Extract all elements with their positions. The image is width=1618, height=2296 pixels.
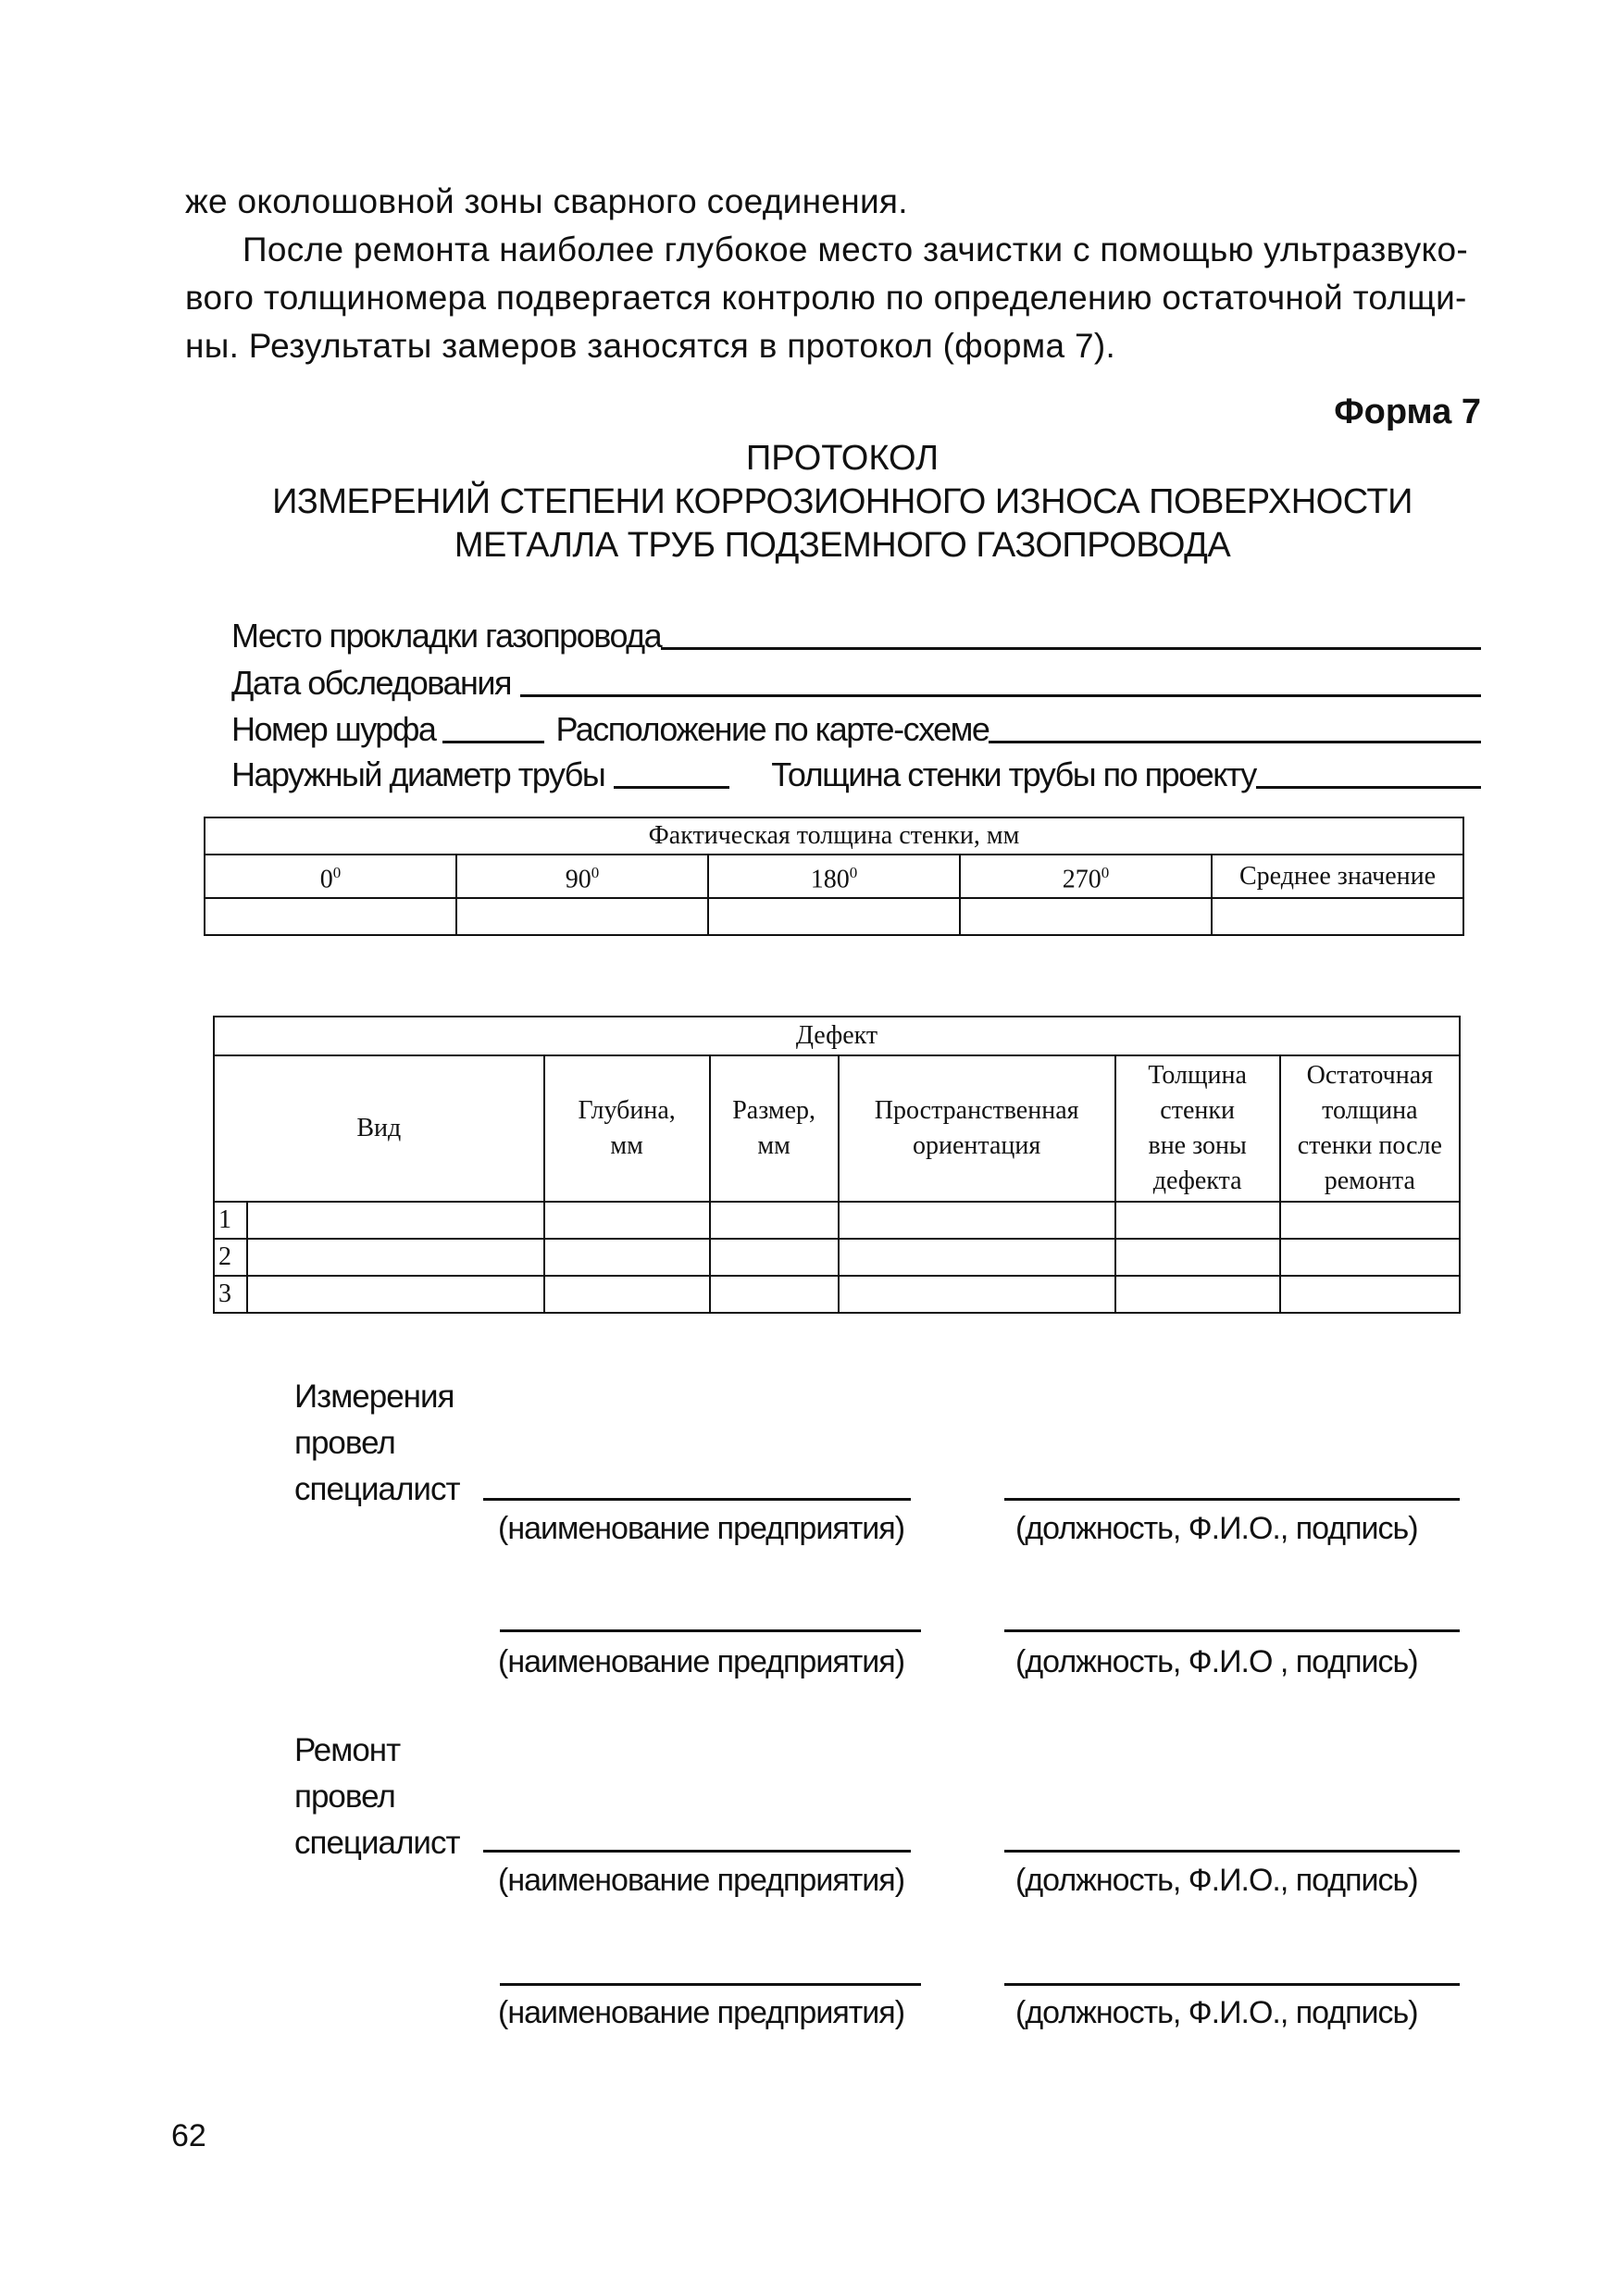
defect-cell-size[interactable] bbox=[710, 1202, 839, 1239]
thickness-table-header: Фактическая толщина стенки, мм bbox=[205, 817, 1463, 855]
defect-cell-thickness-outside[interactable] bbox=[1115, 1276, 1280, 1313]
col-kind-header: Вид bbox=[214, 1055, 544, 1202]
field-wall-input-line[interactable] bbox=[1256, 786, 1481, 789]
defect-cell-residual[interactable] bbox=[1280, 1276, 1460, 1313]
col-orientation-header: Пространственная ориентация bbox=[839, 1055, 1115, 1202]
measured-by-label: Измерения провел специалист bbox=[294, 1379, 460, 1507]
intro-text bbox=[185, 178, 1500, 370]
angle-270-header: $270^0$ bbox=[960, 855, 1212, 898]
col-depth-header: Глубина, мм bbox=[544, 1055, 710, 1202]
defect-cell-residual[interactable] bbox=[1280, 1202, 1460, 1239]
field-wall-label: Толщина стенки трубы по проекту bbox=[771, 755, 1256, 793]
caption-person-2: (должность, Ф.И.О , подпись) bbox=[1015, 1644, 1418, 1679]
field-pit-label: Номер шурфа bbox=[231, 710, 436, 748]
defect-cell-size[interactable] bbox=[710, 1239, 839, 1276]
field-location-input-line[interactable] bbox=[661, 647, 1481, 650]
defect-cell-kind[interactable] bbox=[247, 1276, 544, 1313]
caption-org-2: (наименование предприятия) bbox=[498, 1644, 905, 1679]
defect-row-number: 3 bbox=[214, 1276, 247, 1313]
defect-row-number: 2 bbox=[214, 1239, 247, 1276]
defect-row bbox=[214, 1202, 1460, 1239]
title-line-2: ИЗМЕРЕНИЙ СТЕПЕНИ КОРРОЗИОННОГО ИЗНОСА ПОВЕРХНОСТИ bbox=[272, 482, 1413, 521]
field-diameter-input-line[interactable] bbox=[614, 786, 729, 789]
field-map-input-line[interactable] bbox=[989, 741, 1481, 743]
thickness-table bbox=[204, 817, 1464, 936]
measured-person-line-1[interactable] bbox=[1004, 1498, 1460, 1501]
field-map-label: Расположение по карте-схеме bbox=[555, 710, 989, 748]
defect-table-header: Дефект bbox=[214, 1017, 1460, 1055]
form-number-label: Форма 7 bbox=[1334, 393, 1481, 431]
defect-cell-kind[interactable] bbox=[247, 1239, 544, 1276]
page-number: 62 bbox=[171, 2118, 206, 2153]
defect-cell-size[interactable] bbox=[710, 1276, 839, 1313]
thickness-cell-90[interactable] bbox=[456, 898, 708, 935]
repair-person-line-1[interactable] bbox=[1004, 1850, 1460, 1853]
caption-org-1: (наименование предприятия) bbox=[498, 1511, 905, 1546]
defect-row-number: 1 bbox=[214, 1202, 247, 1239]
field-date-label: Дата обследования bbox=[231, 664, 511, 702]
average-header: Среднее значение bbox=[1212, 855, 1463, 898]
defect-row bbox=[214, 1276, 1460, 1313]
field-date bbox=[231, 660, 1481, 703]
measured-person-line-2[interactable] bbox=[1004, 1629, 1460, 1632]
thickness-cell-0[interactable] bbox=[205, 898, 456, 935]
measured-org-line-1[interactable] bbox=[483, 1498, 911, 1501]
defect-cell-depth[interactable] bbox=[544, 1239, 710, 1276]
title-line-3: МЕТАЛЛА ТРУБ ПОДЗЕМНОГО ГАЗОПРОВОДА bbox=[454, 526, 1231, 565]
title-line-1: ПРОТОКОЛ bbox=[745, 439, 940, 478]
defect-table bbox=[213, 1016, 1461, 1314]
caption-org-4: (наименование предприятия) bbox=[498, 1995, 905, 2030]
intro-line-1: же околошовной зоны сварного соединения. bbox=[185, 182, 908, 220]
defect-cell-kind[interactable] bbox=[247, 1202, 544, 1239]
defect-cell-thickness-outside[interactable] bbox=[1115, 1202, 1280, 1239]
field-diameter-row bbox=[231, 752, 1481, 794]
field-location-label: Место прокладки газопровода bbox=[231, 617, 662, 655]
angle-90-header: $90^0$ bbox=[456, 855, 708, 898]
caption-org-3: (наименование предприятия) bbox=[498, 1863, 905, 1898]
intro-line-2: После ремонта наиболее глубокое место зачистки с помощью ультразвуко- bbox=[243, 231, 1468, 268]
thickness-cell-average[interactable] bbox=[1212, 898, 1463, 935]
caption-person-4: (должность, Ф.И.О., подпись) bbox=[1015, 1995, 1418, 2030]
field-diameter-label: Наружный диаметр трубы bbox=[231, 755, 605, 793]
caption-person-3: (должность, Ф.И.О., подпись) bbox=[1015, 1863, 1418, 1898]
field-date-input-line[interactable] bbox=[520, 694, 1481, 697]
repair-org-line-2[interactable] bbox=[500, 1983, 921, 1986]
defect-cell-residual[interactable] bbox=[1280, 1239, 1460, 1276]
field-pit-row bbox=[231, 706, 1481, 749]
protocol-title bbox=[185, 437, 1500, 568]
thickness-cell-270[interactable] bbox=[960, 898, 1212, 935]
defect-cell-orientation[interactable] bbox=[839, 1202, 1115, 1239]
defect-row bbox=[214, 1239, 1460, 1276]
field-location bbox=[231, 613, 1481, 655]
repair-person-line-2[interactable] bbox=[1004, 1983, 1460, 1986]
repaired-by-label: Ремонт провел специалист bbox=[294, 1732, 460, 1861]
field-pit-input-line[interactable] bbox=[442, 741, 544, 743]
thickness-cell-180[interactable] bbox=[708, 898, 960, 935]
intro-line-4: ны. Результаты замеров заносятся в протокол (форма 7). bbox=[185, 327, 1116, 365]
angle-0-header: $0^0$ bbox=[205, 855, 456, 898]
measured-org-line-2[interactable] bbox=[500, 1629, 921, 1632]
defect-cell-orientation[interactable] bbox=[839, 1239, 1115, 1276]
intro-line-3: вого толщиномера подвергается контролю по определению остаточной толщи- bbox=[185, 279, 1467, 317]
col-thickness-outside-header: Толщина стенки вне зоны дефекта bbox=[1115, 1055, 1280, 1202]
repair-org-line-1[interactable] bbox=[483, 1850, 911, 1853]
angle-180-header: $180^0$ bbox=[708, 855, 960, 898]
defect-cell-orientation[interactable] bbox=[839, 1276, 1115, 1313]
caption-person-1: (должность, Ф.И.О., подпись) bbox=[1015, 1511, 1418, 1546]
defect-cell-depth[interactable] bbox=[544, 1202, 710, 1239]
col-size-header: Размер, мм bbox=[710, 1055, 839, 1202]
defect-cell-thickness-outside[interactable] bbox=[1115, 1239, 1280, 1276]
col-residual-header: Остаточная толщина стенки после ремонта bbox=[1280, 1055, 1460, 1202]
defect-cell-depth[interactable] bbox=[544, 1276, 710, 1313]
